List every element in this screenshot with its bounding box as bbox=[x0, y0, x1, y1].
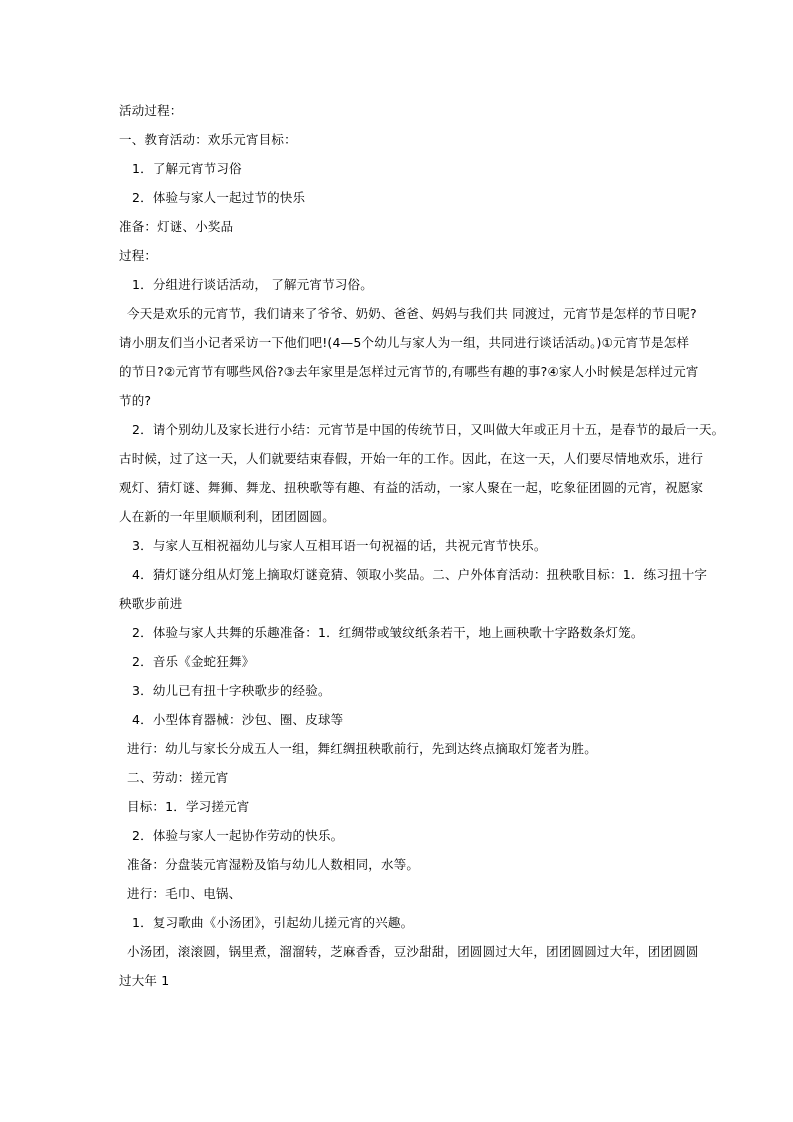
text-line: 观灯、猜灯谜、舞狮、舞龙、扭秧歌等有趣、有益的活动，一家人聚在一起，吃象征团圆的元宵，祝愿家 bbox=[119, 480, 704, 495]
text-line: 4．小型体育器械：沙包、圈、皮球等 bbox=[132, 712, 344, 727]
text-line: 节的? bbox=[119, 393, 152, 408]
text-line: 秧歌步前进 bbox=[119, 596, 183, 611]
text-line: 准备：灯谜、小奖品 bbox=[119, 219, 234, 234]
text-line: 目标：1．学习搓元宵 bbox=[127, 799, 250, 814]
text-line: 一、教育活动：欢乐元宵目标： bbox=[119, 132, 297, 147]
text-line: 人在新的一年里顺顺利利，团团圆圆。 bbox=[119, 509, 335, 524]
text-line: 1．复习歌曲《小汤团》，引起幼儿搓元宵的兴趣。 bbox=[132, 915, 414, 930]
text-line: 2．体验与家人共舞的乐趣准备：1．红绸带或皱纹纸条若干，地上画秧歌十字路数条灯笼。 bbox=[132, 625, 644, 640]
text-line: 3．与家人互相祝福幼儿与家人互相耳语一句祝福的话，共祝元宵节快乐。 bbox=[132, 538, 547, 553]
text-line: 2．体验与家人一起过节的快乐 bbox=[132, 190, 306, 205]
text-line: 1．了解元宵节习俗 bbox=[132, 161, 242, 176]
text-line: 2．请个别幼儿及家长进行小结：元宵节是中国的传统节日，又叫做大年或正月十五，是春节的最后一天。 bbox=[132, 422, 725, 437]
text-line: 过程： bbox=[119, 248, 158, 263]
text-line: 进行：幼儿与家长分成五人一组，舞红绸扭秧歌前行，先到达终点摘取灯笼者为胜。 bbox=[127, 741, 597, 756]
text-line: 1．分组进行谈话活动， 了解元宵节习俗。 bbox=[132, 277, 373, 292]
text-line: 的节日?②元宵节有哪些风俗?③去年家里是怎样过元宵节的,有哪些有趣的事?④家人小时候是怎样过元宵 bbox=[119, 364, 699, 379]
text-line: 今天是欢乐的元宵节，我们请来了爷爷、奶奶、爸爸、妈妈与我们共 同渡过，元宵节是怎样的节日呢? bbox=[127, 306, 697, 321]
text-line: 小汤团，滚滚圆，锅里煮，溜溜转，芝麻香香，豆沙甜甜，团圆圆过大年，团团圆圆过大年，团团圆圆 bbox=[127, 944, 699, 959]
text-line: 准备：分盘装元宵湿粉及馅与幼儿人数相同，水等。 bbox=[127, 857, 420, 872]
text-line: 二、劳动：搓元宵 bbox=[127, 770, 229, 785]
text-line: 古时候，过了这一天，人们就要结束春假，开始一年的工作。因此，在这一天，人们要尽情地欢乐，进行 bbox=[119, 451, 704, 466]
text-line: 过大年 1 bbox=[119, 973, 170, 988]
text-line: 2．体验与家人一起协作劳动的快乐。 bbox=[132, 828, 344, 843]
text-line: 2．音乐《金蛇狂舞》 bbox=[132, 654, 255, 669]
text-line: 4．猜灯谜分组从灯笼上摘取灯谜竟猜、领取小奖品。二、户外体育活动：扭秧歌目标：1．练习扭十字 bbox=[132, 567, 708, 582]
text-line: 请小朋友们当小记者采访一下他们吧!(4—5个幼儿与家人为一组，共同进行谈话活动。)①元宵节是怎样 bbox=[119, 335, 690, 350]
text-line: 3．幼儿已有扭十字秧歌步的经验。 bbox=[132, 683, 331, 698]
text-line: 活动过程： bbox=[119, 103, 183, 118]
text-line: 进行：毛巾、电锅、 bbox=[127, 886, 242, 901]
